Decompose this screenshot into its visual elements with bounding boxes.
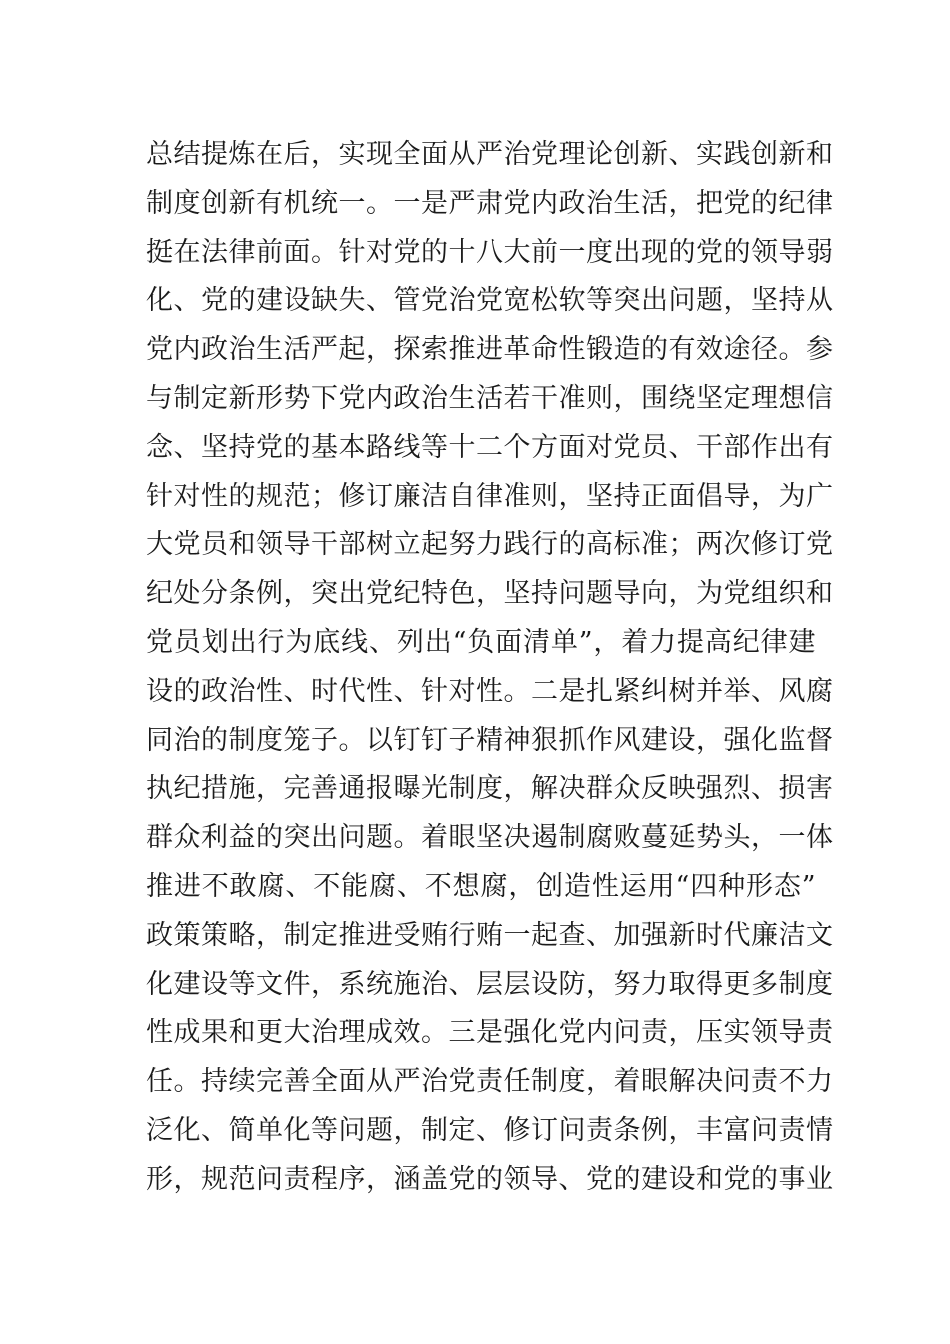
text-line-21: 泛化、简单化等问题，制定、修订问责条例，丰富问责情 [146,1114,834,1146]
text-line-20: 任。持续完善全面从严治党责任制度，着眼解决问责不力 [146,1066,834,1098]
text-line-14: 执纪措施，完善通报曝光制度，解决群众反映强烈、损害 [146,773,834,805]
text-line-6: 与制定新形势下党内政治生活若干准则，围绕坚定理想信 [146,382,834,414]
text-line-17: 政策策略，制定推进受贿行贿一起查、加强新时代廉洁文 [146,919,834,951]
text-line-3: 挺在法律前面。针对党的十八大前一度出现的党的领导弱 [146,236,834,268]
text-line-5: 党内政治生活严起，探索推进革命性锻造的有效途径。参 [146,334,834,366]
text-line-10: 纪处分条例，突出党纪特色，坚持问题导向，为党组织和 [146,578,834,610]
text-line-13: 同治的制度笼子。以钉钉子精神狠抓作风建设，强化监督 [146,724,834,756]
text-line-4: 化、党的建设缺失、管党治党宽松软等突出问题，坚持从 [146,285,834,317]
text-line-7: 念、坚持党的基本路线等十二个方面对党员、干部作出有 [146,431,834,463]
text-line-22: 形，规范问责程序，涵盖党的领导、党的建设和党的事业 [146,1163,834,1195]
text-line-15: 群众利益的突出问题。着眼坚决遏制腐败蔓延势头，一体 [146,822,834,854]
text-line-18: 化建设等文件，系统施治、层层设防，努力取得更多制度 [146,968,834,1000]
text-line-19: 性成果和更大治理成效。三是强化党内问责，压实领导责 [146,1017,834,1049]
text-line-9: 大党员和领导干部树立起努力践行的高标准；两次修订党 [146,529,834,561]
text-line-1: 总结提炼在后，实现全面从严治党理论创新、实践创新和 [146,139,834,170]
text-line-11: 党员划出行为底线、列出“负面清单”，着力提高纪律建 [146,626,816,658]
text-line-16: 推进不敢腐、不能腐、不想腐，创造性运用“四种形态” [146,870,816,902]
text-line-12: 设的政治性、时代性、针对性。二是扎紧纠树并举、风腐 [146,675,834,707]
body-text [146,131,834,1205]
text-line-8: 针对性的规范；修订廉洁自律准则，坚持正面倡导，为广 [146,480,834,512]
text-line-2: 制度创新有机统一。一是严肃党内政治生活，把党的纪律 [146,187,834,219]
